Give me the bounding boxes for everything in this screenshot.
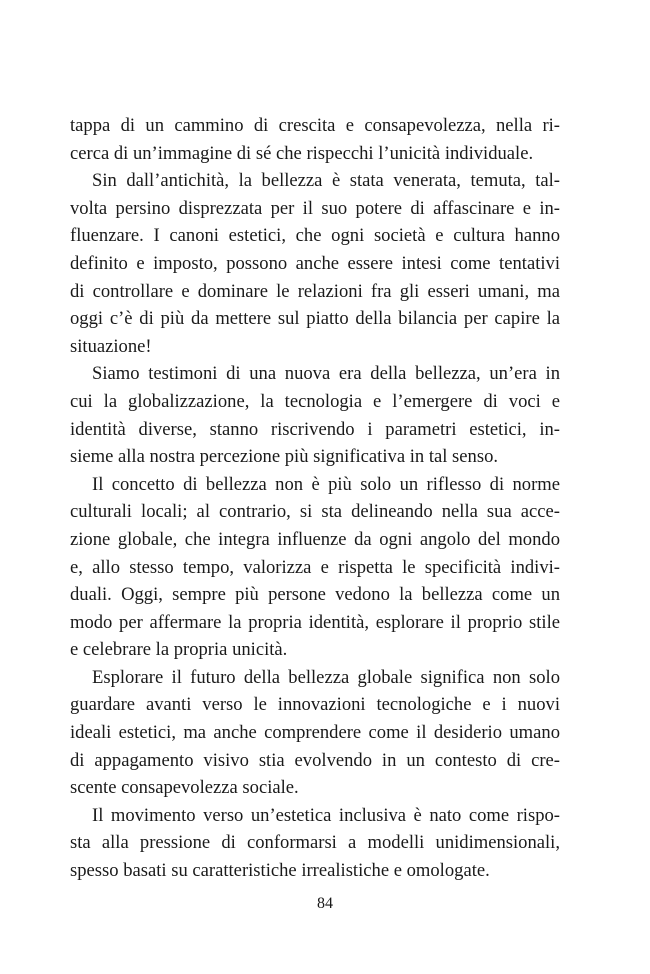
text-line: spesso basati su caratteristiche irrealistiche e omologate. — [70, 860, 490, 882]
text-line: sieme alla nostra percezione più significativa in tal senso. — [70, 446, 499, 468]
paragraph-6 — [70, 802, 560, 885]
text-line: guardare avanti verso le innovazioni tecnologiche e i nuovi — [70, 694, 560, 716]
text-line: situazione! — [70, 335, 152, 357]
paragraph-4 — [70, 471, 560, 664]
text-line: cerca di un’immagine di sé che rispecchi l’unicità individuale. — [70, 142, 534, 164]
text-line: e celebrare la propria unicità. — [70, 639, 288, 661]
text-line: Sin dall’antichità, la bellezza è stata venerata, temuta, tal- — [92, 170, 560, 192]
paragraph-3 — [70, 360, 560, 470]
text-line: definito e imposto, possono anche essere intesi come tentativi — [70, 252, 560, 274]
text-line: di appagamento visivo stia evolvendo in un contesto di cre- — [70, 749, 560, 771]
text-line: volta persino disprezzata per il suo potere di affascinare e in- — [70, 197, 560, 219]
text-line: modo per affermare la propria identità, esplorare il proprio stile — [70, 611, 560, 633]
page-number: 84 — [317, 895, 333, 912]
text-line: tappa di un cammino di crescita e consapevolezza, nella ri- — [70, 115, 560, 136]
text-line: duali. Oggi, sempre più persone vedono la bellezza come un — [70, 584, 560, 606]
text-line: di controllare e dominare le relazioni fra gli esseri umani, ma — [70, 280, 560, 302]
paragraph-5 — [70, 664, 560, 802]
text-line: Il concetto di bellezza non è più solo un riflesso di norme — [92, 473, 560, 495]
text-line: identità diverse, stanno riscrivendo i parametri estetici, in- — [70, 418, 560, 440]
page-body — [70, 112, 560, 885]
text-line: scente consapevolezza sociale. — [70, 777, 299, 799]
text-line: sta alla pressione di conformarsi a modelli unidimensionali, — [70, 832, 560, 854]
text-line: zione globale, che integra influenze da ogni angolo del mondo — [70, 528, 560, 550]
paragraph-1 — [70, 112, 560, 167]
text-line: cui la globalizzazione, la tecnologia e l’emergere di voci e — [70, 390, 560, 412]
text-line: Esplorare il futuro della bellezza globale significa non solo — [92, 666, 560, 688]
paragraph-2 — [70, 167, 560, 360]
text-line: ideali estetici, ma anche comprendere come il desiderio umano — [70, 722, 560, 744]
text-line: Siamo testimoni di una nuova era della bellezza, un’era in — [92, 363, 560, 385]
text-line: e, allo stesso tempo, valorizza e rispetta le specificità indivi- — [70, 556, 560, 578]
text-line: fluenzare. I canoni estetici, che ogni società e cultura hanno — [70, 225, 560, 247]
text-line: Il movimento verso un’estetica inclusiva è nato come rispo- — [92, 804, 560, 826]
text-line: culturali locali; al contrario, si sta delineando nella sua acce- — [70, 501, 560, 523]
text-line: oggi c’è di più da mettere sul piatto della bilancia per capire la — [70, 308, 560, 330]
